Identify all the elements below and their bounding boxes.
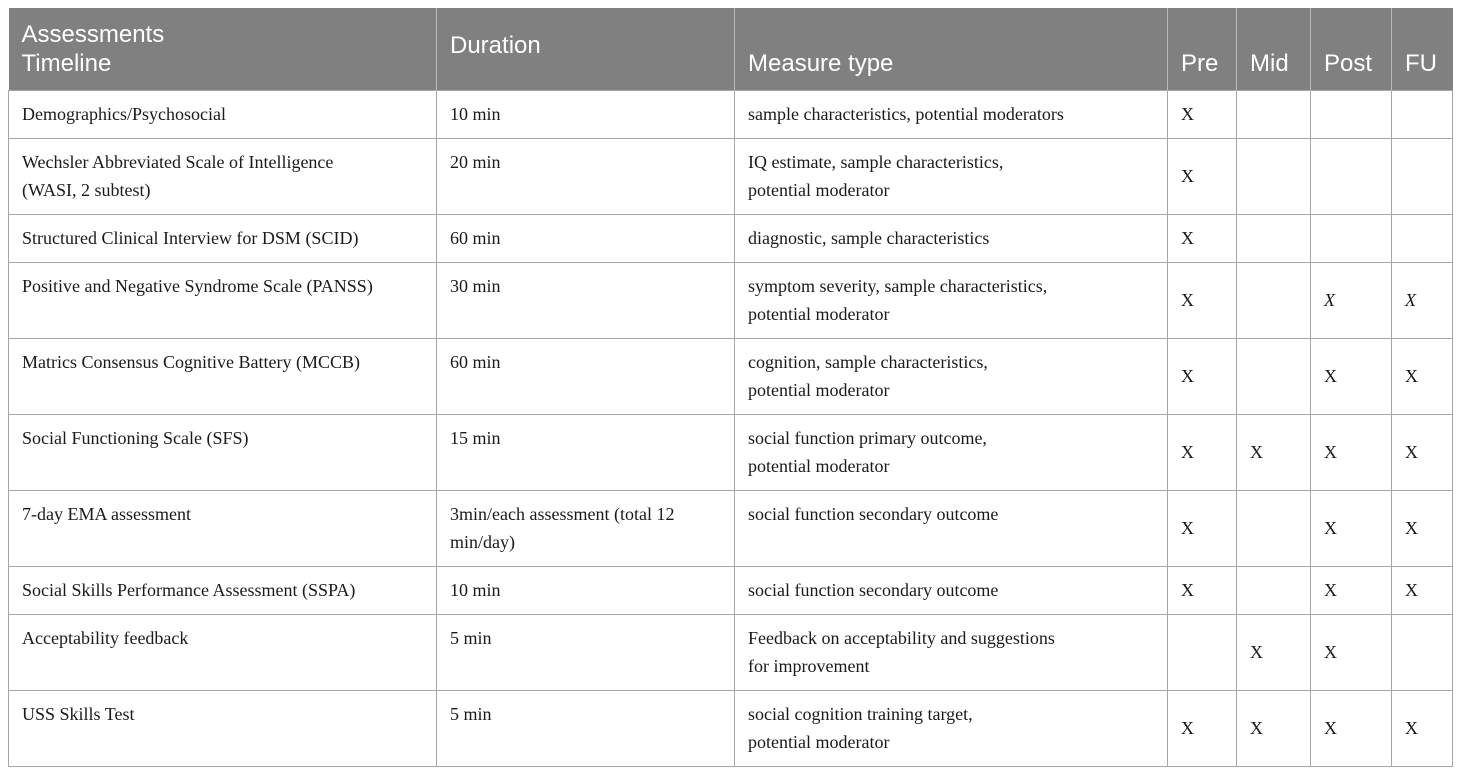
cell-measure-type: diagnostic, sample characteristics xyxy=(735,215,1168,263)
cell-assessment: Social Skills Performance Assessment (SSPA) xyxy=(9,567,437,615)
cell-measure-type: Feedback on acceptability and suggestions for improvement xyxy=(735,615,1168,691)
cell-mid xyxy=(1237,91,1311,139)
table-row xyxy=(9,339,1453,415)
cell-measure-type: sample characteristics, potential moderators xyxy=(735,91,1168,139)
cell-duration: 5 min xyxy=(437,691,735,767)
cell-pre: X xyxy=(1168,139,1237,215)
cell-assessment: Wechsler Abbreviated Scale of Intelligence (WASI, 2 subtest) xyxy=(9,139,437,215)
cell-assessment: Matrics Consensus Cognitive Battery (MCCB) xyxy=(9,339,437,415)
cell-duration: 30 min xyxy=(437,263,735,339)
cell-mid xyxy=(1237,215,1311,263)
cell-assessment: 7-day EMA assessment xyxy=(9,491,437,567)
cell-pre: X xyxy=(1168,91,1237,139)
cell-fu: X xyxy=(1392,415,1453,491)
cell-duration: 60 min xyxy=(437,215,735,263)
table-body xyxy=(9,91,1453,767)
cell-pre: X xyxy=(1168,415,1237,491)
table-row xyxy=(9,139,1453,215)
cell-measure-type: social function primary outcome, potential moderator xyxy=(735,415,1168,491)
cell-post: X xyxy=(1311,615,1392,691)
cell-post: X xyxy=(1311,491,1392,567)
cell-post: X xyxy=(1311,567,1392,615)
cell-assessment: Structured Clinical Interview for DSM (SCID) xyxy=(9,215,437,263)
table-row xyxy=(9,415,1453,491)
cell-fu: X xyxy=(1392,491,1453,567)
cell-mid xyxy=(1237,263,1311,339)
table-row xyxy=(9,263,1453,339)
cell-pre: X xyxy=(1168,215,1237,263)
header-row xyxy=(9,8,1453,91)
cell-fu: X xyxy=(1392,263,1453,339)
cell-mid xyxy=(1237,491,1311,567)
cell-fu xyxy=(1392,91,1453,139)
cell-duration: 60 min xyxy=(437,339,735,415)
cell-duration: 20 min xyxy=(437,139,735,215)
cell-assessment: USS Skills Test xyxy=(9,691,437,767)
table-row xyxy=(9,215,1453,263)
table-row xyxy=(9,615,1453,691)
cell-mid: X xyxy=(1237,691,1311,767)
cell-measure-type: cognition, sample characteristics, potential moderator xyxy=(735,339,1168,415)
table-row xyxy=(9,567,1453,615)
cell-post xyxy=(1311,91,1392,139)
cell-pre: X xyxy=(1168,263,1237,339)
cell-pre: X xyxy=(1168,491,1237,567)
cell-pre: X xyxy=(1168,339,1237,415)
cell-duration: 10 min xyxy=(437,91,735,139)
cell-pre: X xyxy=(1168,691,1237,767)
header-post: Post xyxy=(1311,8,1392,91)
cell-fu: X xyxy=(1392,339,1453,415)
header-duration: Duration xyxy=(437,8,735,91)
cell-measure-type: IQ estimate, sample characteristics, potential moderator xyxy=(735,139,1168,215)
cell-mid xyxy=(1237,339,1311,415)
cell-assessment: Demographics/Psychosocial xyxy=(9,91,437,139)
cell-duration: 5 min xyxy=(437,615,735,691)
cell-mid: X xyxy=(1237,415,1311,491)
assessment-timeline-table xyxy=(8,8,1453,767)
cell-duration: 3min/each assessment (total 12 min/day) xyxy=(437,491,735,567)
header-measure-type: Measure type xyxy=(735,8,1168,91)
cell-duration: 15 min xyxy=(437,415,735,491)
header-fu: FU xyxy=(1392,8,1453,91)
cell-assessment: Social Functioning Scale (SFS) xyxy=(9,415,437,491)
cell-post: X xyxy=(1311,415,1392,491)
cell-mid: X xyxy=(1237,615,1311,691)
cell-measure-type: social cognition training target, potential moderator xyxy=(735,691,1168,767)
table-row xyxy=(9,91,1453,139)
cell-measure-type: symptom severity, sample characteristics, potential moderator xyxy=(735,263,1168,339)
cell-post xyxy=(1311,139,1392,215)
table-row xyxy=(9,691,1453,767)
cell-pre xyxy=(1168,615,1237,691)
cell-mid xyxy=(1237,139,1311,215)
header-pre: Pre xyxy=(1168,8,1237,91)
cell-assessment: Positive and Negative Syndrome Scale (PANSS) xyxy=(9,263,437,339)
cell-pre: X xyxy=(1168,567,1237,615)
cell-duration: 10 min xyxy=(437,567,735,615)
cell-mid xyxy=(1237,567,1311,615)
cell-fu xyxy=(1392,215,1453,263)
cell-post: X xyxy=(1311,263,1392,339)
header-assessments-timeline: Assessments Timeline xyxy=(9,8,437,91)
cell-fu xyxy=(1392,615,1453,691)
cell-fu xyxy=(1392,139,1453,215)
cell-fu: X xyxy=(1392,691,1453,767)
cell-assessment: Acceptability feedback xyxy=(9,615,437,691)
cell-post: X xyxy=(1311,691,1392,767)
cell-post xyxy=(1311,215,1392,263)
cell-post: X xyxy=(1311,339,1392,415)
cell-measure-type: social function secondary outcome xyxy=(735,567,1168,615)
cell-measure-type: social function secondary outcome xyxy=(735,491,1168,567)
header-mid: Mid xyxy=(1237,8,1311,91)
table-row xyxy=(9,491,1453,567)
cell-fu: X xyxy=(1392,567,1453,615)
